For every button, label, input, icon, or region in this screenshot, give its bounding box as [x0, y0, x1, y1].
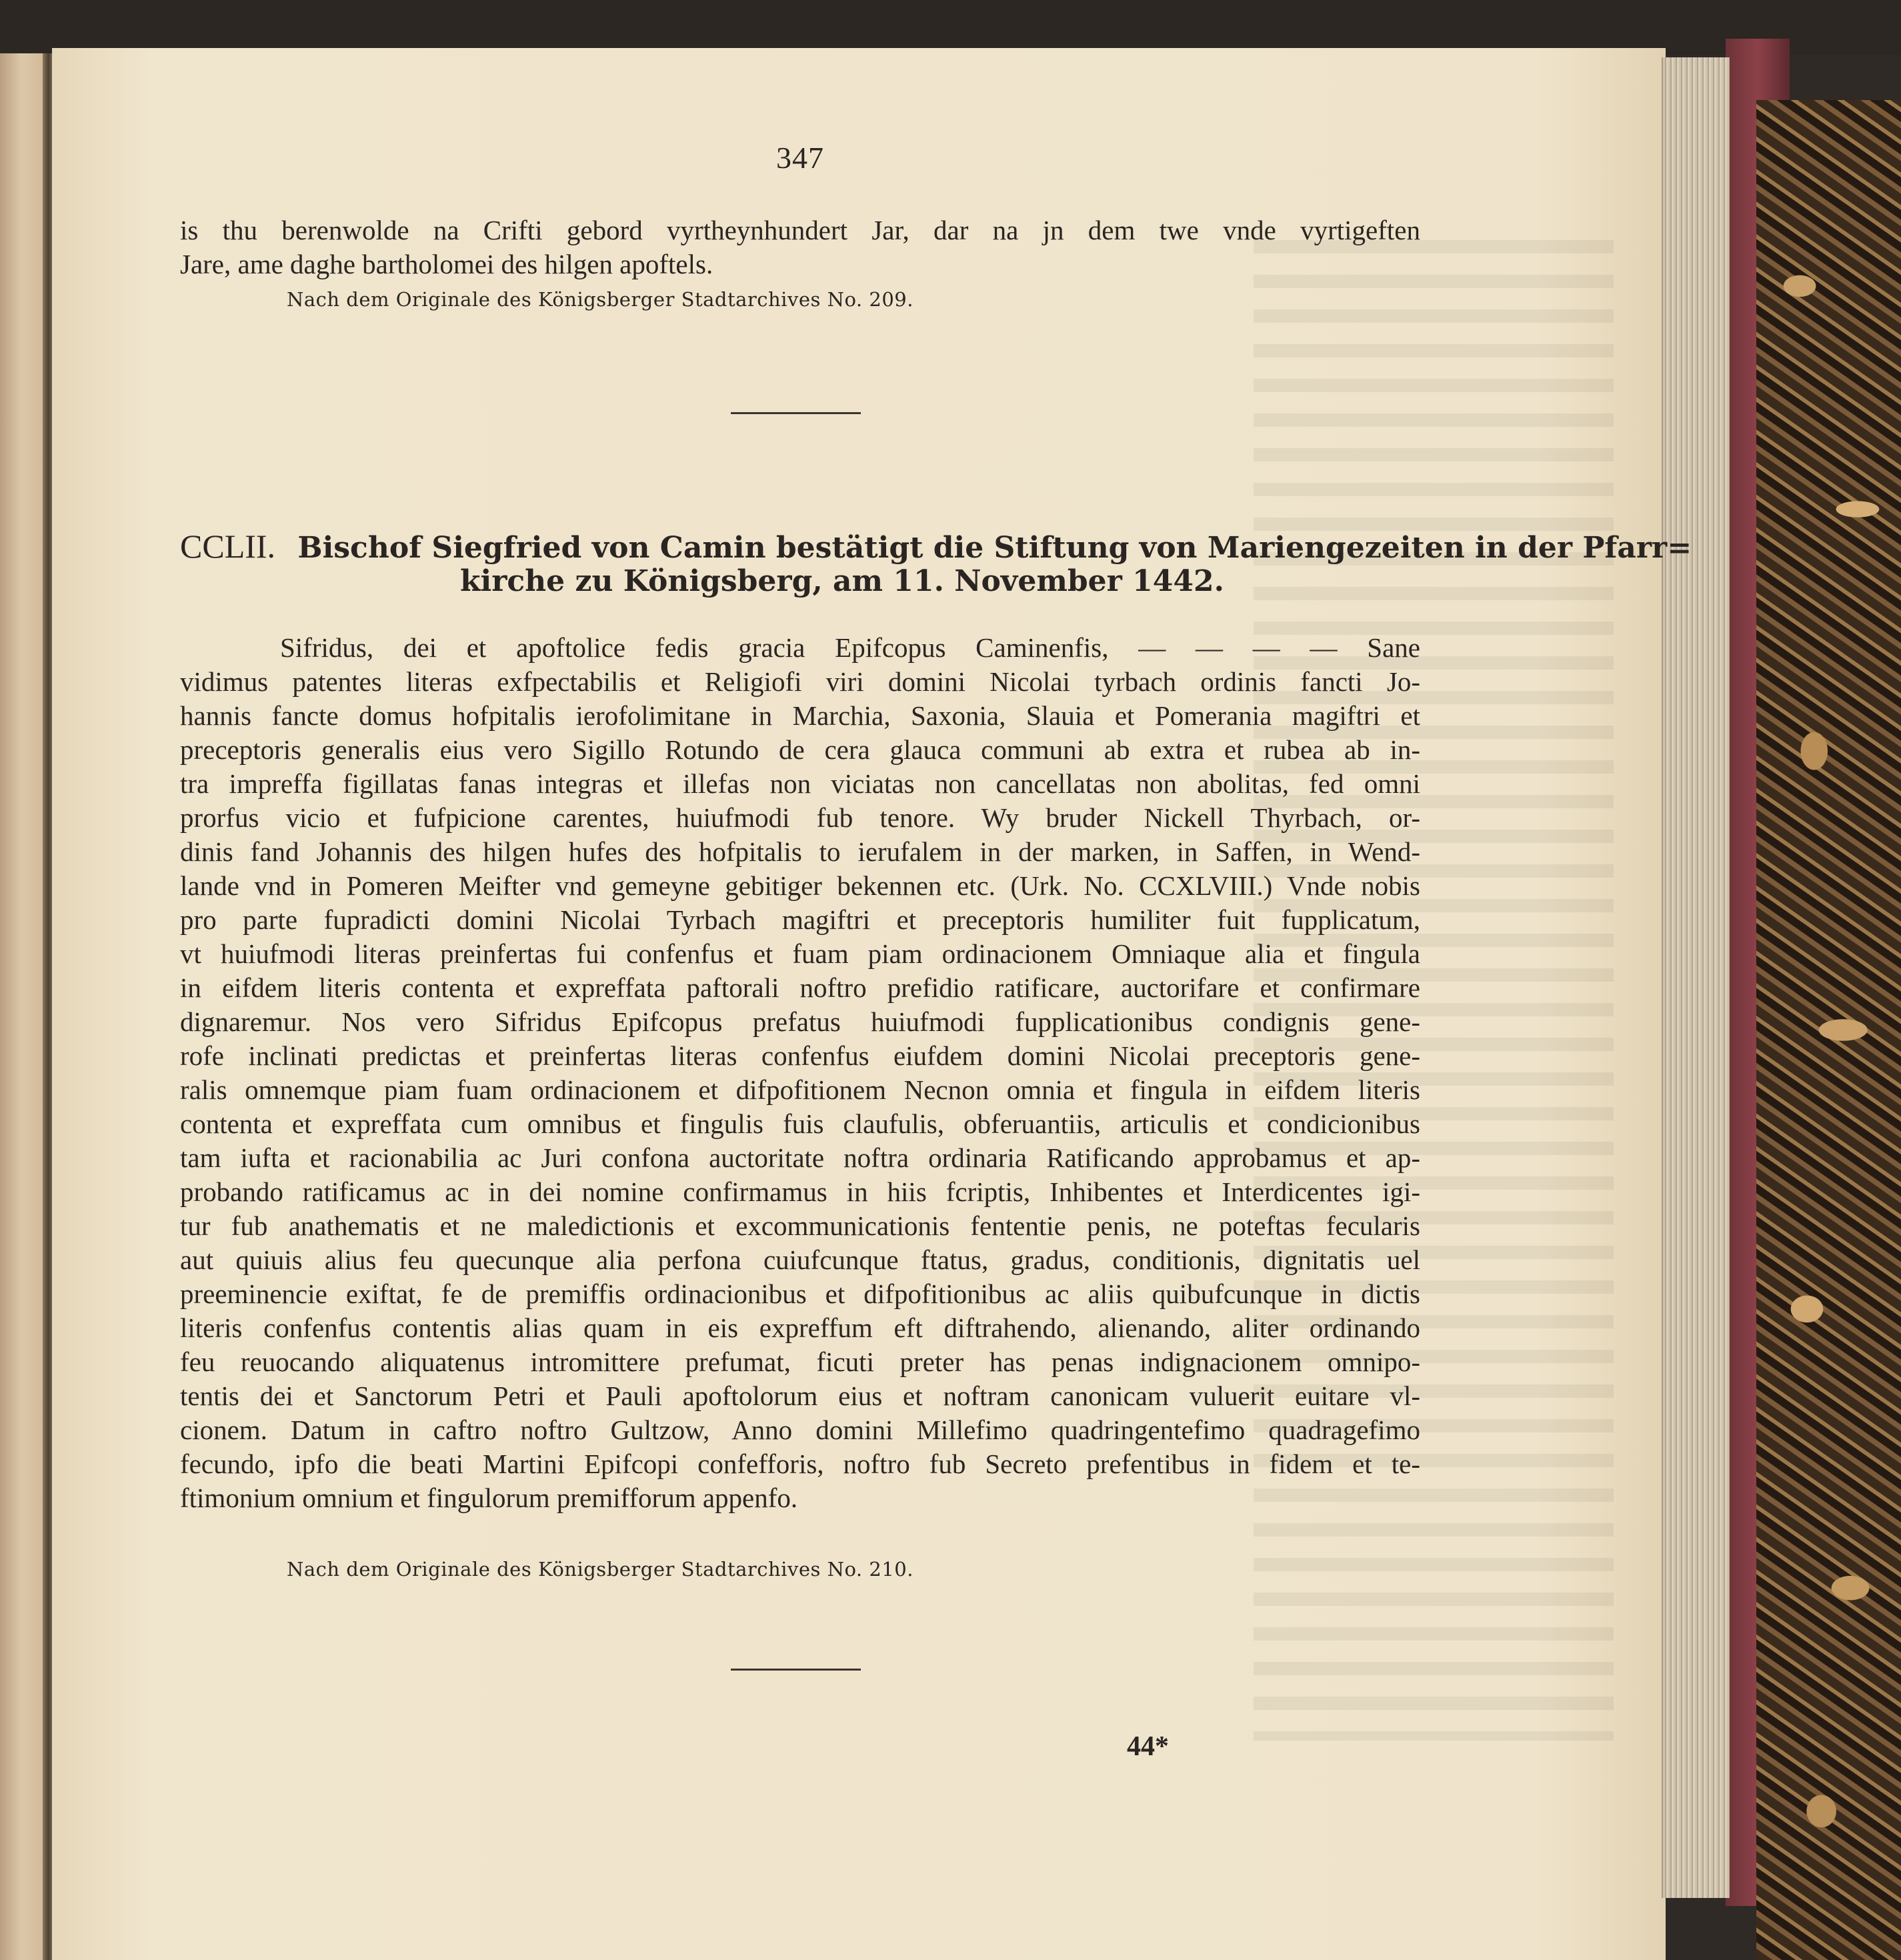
source-note-2: Nach dem Originale des Königsberger Stadtarchives No. 210. [287, 1558, 913, 1581]
body-line: ftimonium omnium et fingulorum premifforum appenfo. [180, 1483, 798, 1513]
body-line: dignaremur. Nos vero Sifridus Epifcopus prefatus huiufmodi fupplicationibus condignis gene- [180, 1006, 1420, 1037]
body-line: dinis fand Johannis des hilgen hufes des hofpitalis to ierufalem in der marken, in Saffen, in Wend- [180, 836, 1420, 867]
body-line: fecundo, ipfo die beati Martini Epifcopi confefforis, noftro fub Secreto prefentibus in fidem et te- [180, 1448, 1420, 1479]
intro-line: Jare, ame daghe bartholomei des hilgen apoftels. [180, 249, 713, 279]
body-line: hannis fancte domus hofpitalis ierofolimitane in Marchia, Saxonia, Slauia et Pomerania magiftri et [180, 700, 1420, 731]
body-line: literis confenfus contentis alias quam in eis expreffum eft diftrahendo, alienando, aliter ordinando [180, 1312, 1420, 1343]
body-line: prorfus vicio et fufpicione carentes, huiufmodi fub tenore. Wy bruder Nickell Thyrbach, or- [180, 802, 1420, 833]
heading-line-1: Bischof Siegfried von Camin bestätigt die Stiftung von Mariengezeiten in der Pfarr= [297, 531, 1692, 565]
body-line: tentis dei et Sanctorum Petri et Pauli apoftolorum eius et noftram canonicam vuluerit euitare vl- [180, 1380, 1420, 1411]
body-line: vt huiufmodi literas preinfertas fui confenfus et fuam piam ordinacionem Omniaque alia et fingula [180, 938, 1420, 969]
source-note-1: Nach dem Originale des Königsberger Stadtarchives No. 209. [287, 288, 913, 311]
section-divider [731, 1669, 861, 1671]
signature-mark: 44* [1127, 1731, 1169, 1762]
body-line: tam iufta et racionabilia ac Juri confona auctoritate noftra ordinaria Ratificando approbamus et ap- [180, 1142, 1420, 1173]
body-line: cionem. Datum in caftro noftro Gultzow, Anno domini Millefimo quadringentefimo quadragefimo [180, 1414, 1420, 1445]
body-line: pro parte fupradicti domini Nicolai Tyrbach magiftri et preceptoris humiliter fuit fupplicatum, [180, 904, 1420, 935]
document-number: CCLII. [180, 528, 276, 565]
body-line: probando ratificamus ac in dei nomine confirmamus in hiis fcriptis, Inhibentes et Interdicentes igi- [180, 1176, 1420, 1207]
body-line: preeminencie exiftat, fe de premiffis ordinacionibus et difpofitionibus ac aliis quibufcunque in dictis [180, 1278, 1420, 1309]
body-line: Sifridus, dei et apoftolice fedis gracia Epifcopus Caminenfis, — — — — Sane [280, 632, 1420, 663]
body-line: tra impreffa figillatas fanas integras et illefas non viciatas non cancellatas non abolitas, fed omni [180, 768, 1420, 799]
intro-line: is thu berenwolde na Crifti gebord vyrtheynhundert Jar, dar na jn dem twe vnde vyrtigeften [180, 215, 1420, 245]
body-line: ralis omnemque piam fuam ordinacionem et difpofitionem Necnon omnia et fingula in eifdem literis [180, 1074, 1420, 1105]
heading-line-2: kirche zu Königsberg, am 11. November 1442. [460, 564, 1224, 598]
body-line: lande vnd in Pomeren Meifter vnd gemeyne gebitiger bekennen etc. (Urk. No. CCXLVIII.) Vnde nobis [180, 870, 1420, 901]
body-line: feu reuocando aliquatenus intromittere prefumat, ficuti preter has penas indignacionem omnipo- [180, 1346, 1420, 1377]
body-line: tur fub anathematis et ne maledictionis et excommunicationis fententie penis, ne poteftas fecularis [180, 1210, 1420, 1241]
scan-background-top [0, 0, 1901, 55]
body-line: aut quiuis alius feu quecunque alia perfona cuiufcunque ftatus, gradus, conditionis, dignitatis uel [180, 1244, 1420, 1275]
document-heading [180, 527, 1692, 566]
body-line: preceptoris generalis eius vero Sigillo Rotundo de cera glauca communi ab extra et rubea ab in- [180, 734, 1420, 765]
body-line: vidimus patentes literas exfpectabilis et Religiofi viri domini Nicolai tyrbach ordinis fancti Jo- [180, 666, 1420, 697]
section-divider [731, 412, 861, 414]
marbled-endpaper [1756, 100, 1901, 1960]
body-line: rofe inclinati predictas et preinfertas literas confenfus eiufdem domini Nicolai preceptoris gene- [180, 1040, 1420, 1071]
page-number: 347 [776, 141, 824, 175]
body-line: contenta et expreffata cum omnibus et fingulis fuis claufulis, obferuantiis, articulis et condicionibus [180, 1108, 1420, 1139]
body-line: in eifdem literis contenta et expreffata paftorali noftro prefidio ratificare, auctorifare et confirmare [180, 972, 1420, 1003]
page-edges [1662, 57, 1730, 1898]
